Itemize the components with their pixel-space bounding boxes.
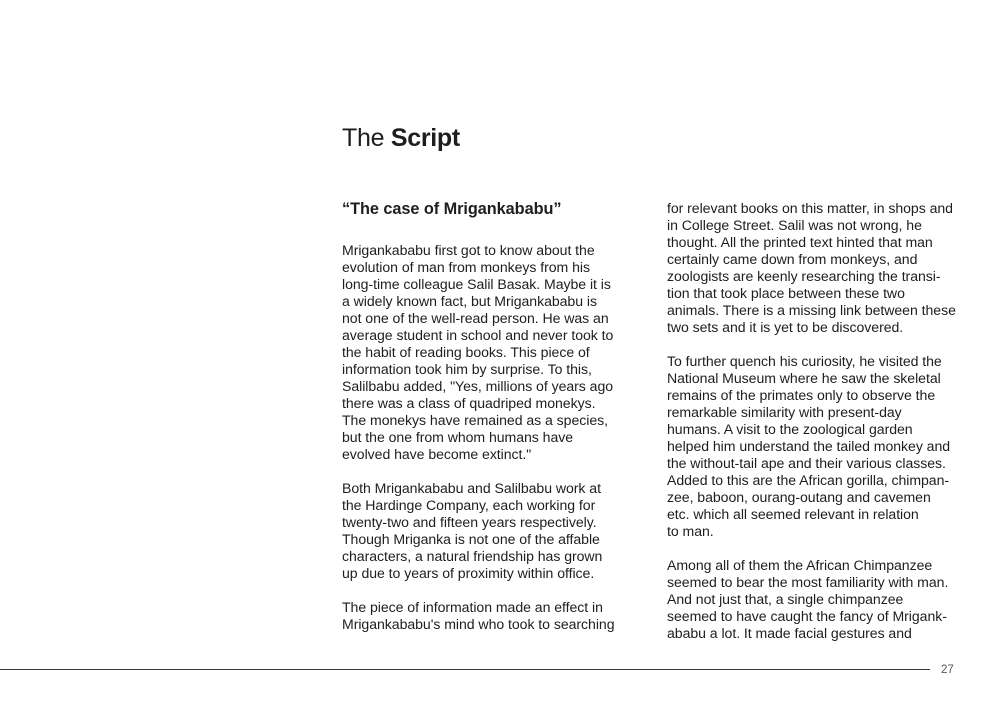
text-line: long-time colleague Salil Basak. Maybe it is [342,276,611,292]
text-line: animals. There is a missing link between these [667,302,956,318]
text-line: but the one from whom humans have [342,429,574,445]
text-line: certainly came down from monkeys, and [667,251,918,267]
text-line: not one of the well-read person. He was an [342,310,609,326]
text-line: zee, baboon, ourang-outang and cavemen [667,489,931,505]
text-line: remains of the primates only to observe the [667,387,936,403]
text-line: remarkable similarity with present-day [667,404,902,420]
paragraph [667,557,967,642]
text-line: And not just that, a single chimpanzee [667,591,904,607]
section-heading: “The case of Mrigankababu” [342,200,562,218]
text-line: up due to years of proximity within office. [342,565,595,581]
right-column [667,200,967,659]
text-line: twenty-two and fifteen years respectively. [342,514,597,530]
text-line: the without-tail ape and their various classes. [667,455,946,471]
text-line: ababu a lot. It made facial gestures and [667,625,912,641]
text-line: Salilbabu added, "Yes, millions of years ago [342,378,614,394]
text-line: evolution of man from monkeys from his [342,259,590,275]
left-paragraphs [342,242,634,633]
text-line: To further quench his curiosity, he visited the [667,353,942,369]
page-title [342,122,460,154]
footer-divider [0,669,930,670]
text-line: to man. [667,523,714,539]
text-line: Mrigankababu's mind who took to searching [342,616,615,632]
page-number: 27 [941,664,954,676]
text-line: seemed to have caught the fancy of Mrigank- [667,608,947,624]
text-line: helped him understand the tailed monkey and [667,438,951,454]
text-line: etc. which all seemed relevant in relation [667,506,919,522]
text-line: Though Mriganka is not one of the affable [342,531,600,547]
text-line: seemed to bear the most familiarity with man. [667,574,949,590]
text-line: The piece of information made an effect in [342,599,603,615]
text-line: tion that took place between these two [667,285,905,301]
right-paragraphs [667,200,967,642]
paragraph [342,242,634,463]
paragraph [667,353,967,540]
text-line: the Hardinge Company, each working for [342,497,596,513]
paragraph [667,200,967,336]
text-line: the habit of reading books. This piece of [342,344,590,360]
paragraph [342,480,634,582]
text-line: Among all of them the African Chimpanzee [667,557,933,573]
text-line: information took him by surprise. To this, [342,361,592,377]
text-line: Both Mrigankababu and Salilbabu work at [342,480,601,496]
text-line: National Museum where he saw the skeletal [667,370,941,386]
text-line: Mrigankababu first got to know about the [342,242,595,258]
text-line: thought. All the printed text hinted that man [667,234,933,250]
text-line: there was a class of quadriped monekys. [342,395,596,411]
paragraph [342,599,634,633]
text-line: The monekys have remained as a species, [342,412,608,428]
text-line: zoologists are keenly researching the transi- [667,268,941,284]
text-line: humans. A visit to the zoological garden [667,421,913,437]
text-line: average student in school and never took to [342,327,614,343]
text-line: for relevant books on this matter, in shops and [667,200,953,216]
text-line: in College Street. Salil was not wrong, he [667,217,922,233]
left-column [342,199,634,650]
text-line: evolved have become extinct." [342,446,532,462]
text-line: a widely known fact, but Mrigankababu is [342,293,597,309]
text-line: two sets and it is yet to be discovered. [667,319,904,335]
text-line: Added to this are the African gorilla, chimpan- [667,472,950,488]
page-title-bold: Script [390,124,460,152]
text-line: characters, a natural friendship has grown [342,548,603,564]
page-title-light: The [342,124,385,152]
